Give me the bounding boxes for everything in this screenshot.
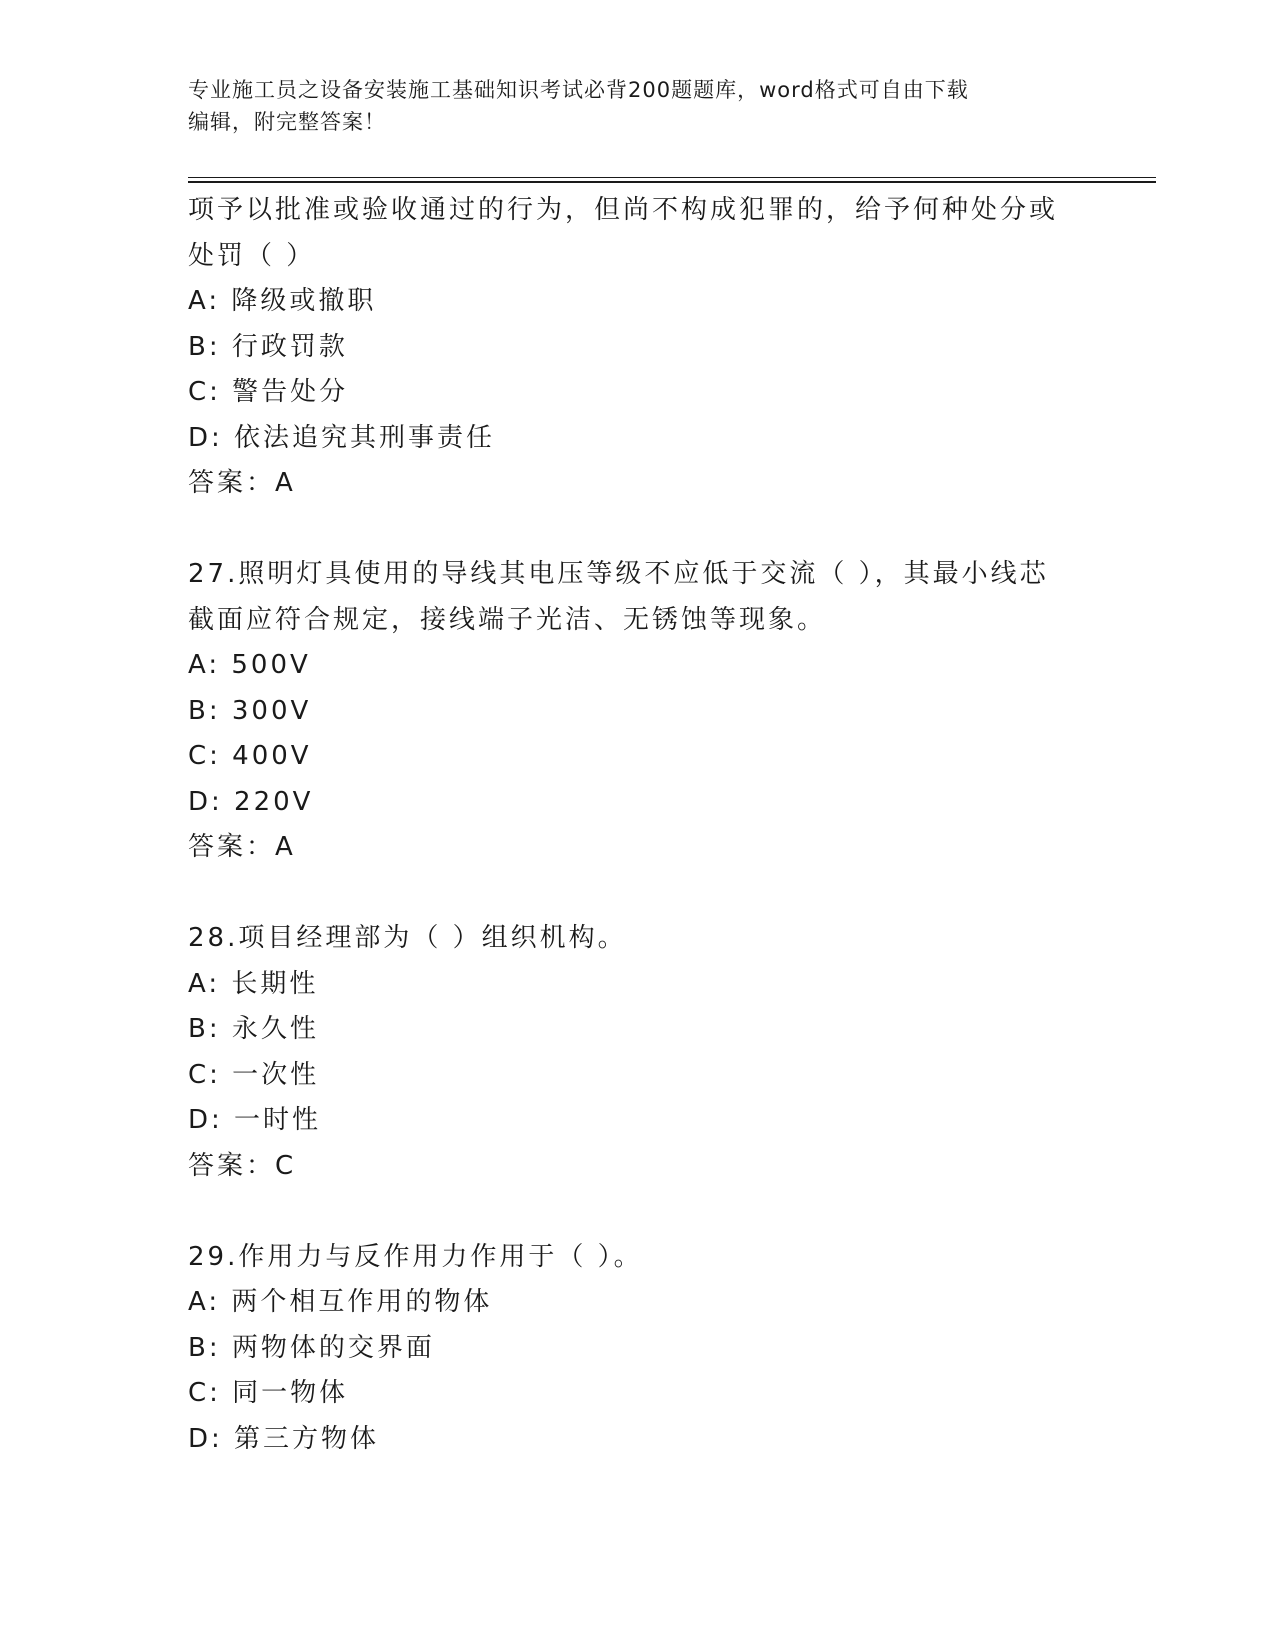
header-line-2: 编辑，附完整答案！ xyxy=(188,110,386,134)
option-a: A: 两个相互作用的物体 xyxy=(188,1287,493,1317)
option-d: D: 220V xyxy=(188,786,314,817)
question-stem: 28.项目经理部为（ ）组织机构。 xyxy=(188,923,627,953)
option-c: C: 同一物体 xyxy=(188,1378,349,1408)
option-c: C: 一次性 xyxy=(188,1059,320,1090)
spacer xyxy=(188,507,1068,553)
question-block xyxy=(188,916,1068,1189)
question-stem: 处罚（ ） xyxy=(188,240,316,271)
question-block xyxy=(188,552,1068,871)
answer-line: 答案：A xyxy=(188,832,296,862)
option-b: B: 300V xyxy=(188,695,312,726)
option-b: B: 行政罚款 xyxy=(188,331,348,362)
header-line-1: 专业施工员之设备安装施工基础知识考试必背200题题库，word格式可自由下载 xyxy=(188,78,969,102)
question-block xyxy=(188,188,1068,507)
option-d: D: 一时性 xyxy=(188,1105,322,1135)
option-d: D: 依法追究其刑事责任 xyxy=(188,422,496,453)
question-stem: 27.照明灯具使用的导线其电压等级不应低于交流（ ），其最小线芯 xyxy=(188,559,1049,589)
option-c: C: 400V xyxy=(188,741,312,771)
question-block xyxy=(188,1235,1068,1463)
option-c: C: 警告处分 xyxy=(188,377,349,407)
option-b: B: 永久性 xyxy=(188,1014,319,1044)
option-a: A: 降级或撤职 xyxy=(188,286,377,316)
option-b: B: 两物体的交界面 xyxy=(188,1332,435,1363)
document-header xyxy=(188,74,1078,138)
question-stem: 29.作用力与反作用力作用于（ ）。 xyxy=(188,1241,643,1272)
header-divider-thick xyxy=(188,181,1156,183)
answer-line: 答案：C xyxy=(188,1150,297,1181)
answer-line: 答案：A xyxy=(188,468,296,498)
spacer xyxy=(188,871,1068,917)
question-stem: 截面应符合规定，接线端子光洁、无锈蚀等现象。 xyxy=(188,604,827,635)
option-a: A: 500V xyxy=(188,650,311,680)
option-a: A: 长期性 xyxy=(188,968,319,999)
question-stem: 项予以批准或验收通过的行为，但尚不构成犯罪的，给予何种处分或 xyxy=(188,195,1059,225)
spacer xyxy=(188,1189,1068,1235)
option-d: D: 第三方物体 xyxy=(188,1423,380,1454)
question-list xyxy=(188,188,1068,1462)
header-divider-thin xyxy=(188,177,1156,178)
